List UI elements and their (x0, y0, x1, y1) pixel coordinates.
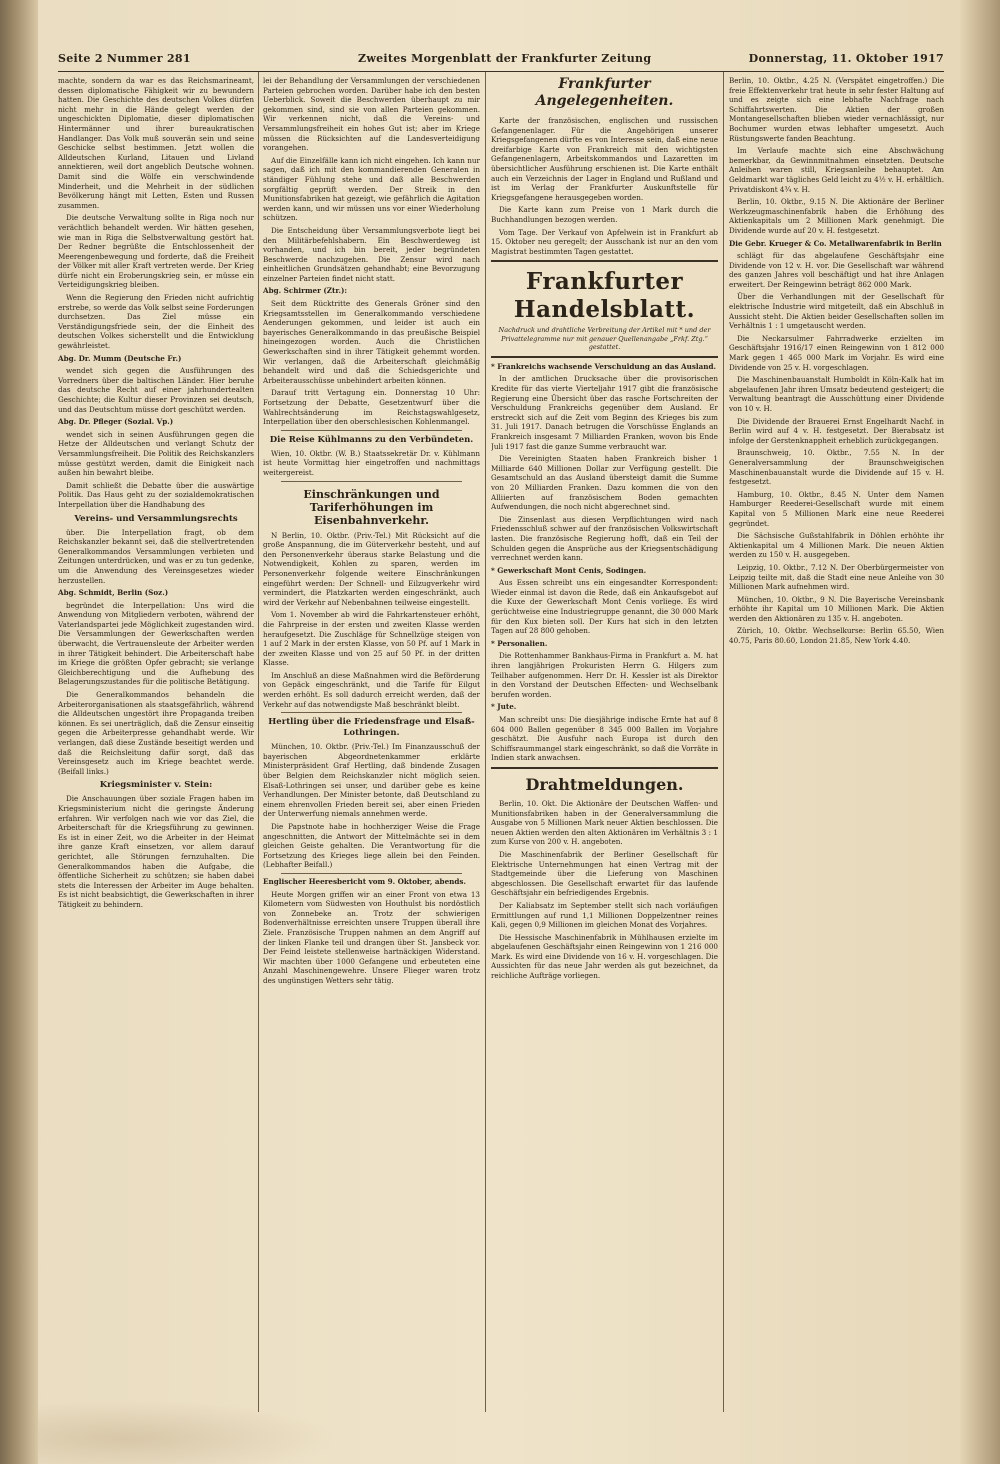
article-paragraph: begründet die Interpellation: Uns wird die Anwendung von Mitgliedern verboten, während der Vaterlandspartei jede Möglichkeit zugestanden wird. Die Versammlungen der Gewerkschaften werden überwacht, die Vertrauensleute der Arbeiter werden in ihrer Tätigkeit behindert. Die Arbeiterschaft habe im Kriege die größten Opfer gebracht; sie verlange Gleichberechtigung und die Aufhebung des Belagerungszustandes für die politische Betätigung. (58, 600, 254, 687)
article-paragraph: In der amtlichen Drucksache über die provisorischen Kredite für das vierte Vierteljahr 1917 gibt die französische Regierung eine Übersicht über das rasche Fortschreiten der Verschuldung Frankreichs gegenüber dem Ausland. Er erstreckt sich auf die Zeit vom Beginn des Krieges bis zum 31. Juli 1917. Danach betrugen die Vorschüsse Englands an Frankreich insgesamt 7 Milliarden Franken, wovon bis Ende Juli 1917 fast die ganze Summe verbraucht war. (491, 374, 718, 451)
page-header (58, 52, 944, 68)
article-paragraph: Die Vereinigten Staaten haben Frankreich bisher 1 Milliarde 640 Millionen Dollar zur Verfügung gestellt. Die Gesamtschuld an das Ausland übersteigt damit die Summe von 20 Milliarden Franken. Dazu kommen die von den Alliierten auf französischem Boden gemachten Aufwendungen, die noch nicht abgerechnet sind. (491, 454, 718, 512)
article-headline: Einschränkungen und Tariferhöhungen im Eisenbahnverkehr. (303, 487, 440, 527)
section-rule (491, 260, 718, 262)
article-paragraph: Wien, 10. Oktbr. (W. B.) Staatssekretär Dr. v. Kühlmann ist heute Vormittag hier eingetroffen und nachmittags weitergereist. (263, 448, 480, 477)
article-paragraph: Vom 1. November ab wird die Fahrkartensteuer erhöht, die Fahrpreise in der ersten und zweiten Klasse werden heraufgesetzt. Die Zuschläge für Schnellzüge steigen von 1 auf 2 Mark in der ersten Klasse, von 50 Pf. auf 1 Mark in der zweiten Klasse und von 25 auf 50 Pf. in der dritten Klasse. (263, 610, 480, 668)
article-paragraph: Über die Verhandlungen mit der Gesellschaft für elektrische Industrie wird mitgeteilt, daß ein Abschluß in Aussicht steht. Die Aktien beider Gesellschaften sollen im Verhältnis 1 : 1 umgetauscht werden. (729, 292, 944, 331)
article-paragraph: Hamburg, 10. Oktbr., 8.45 N. Unter dem Namen Hamburger Reederei-Gesellschaft wurde mit einem Kapital von 5 Millionen Mark eine neue Reederei gegründet. (729, 489, 944, 528)
issue-date: Donnerstag, 11. Oktober 1917 (748, 52, 944, 65)
article-paragraph: Man schreibt uns: Die diesjährige indische Ernte hat auf 8 604 000 Ballen gegenüber 8 345 000 Ballen im Vorjahre geschätzt. Die Ausfuhr nach Europa ist durch den Schiffsraummangel stark eingeschränkt, so daß die Vorräte in Indien stark anwachsen. (491, 715, 718, 763)
article-paragraph: schlägt für das abgelaufene Geschäftsjahr eine Dividende von 12 v. H. vor. Die Gesellschaft war während des ganzen Jahres voll beschäftigt und hat ihre Anlagen erweitert. Der Reingewinn beträgt 862 000 Mark. (729, 251, 944, 289)
column-4 (729, 76, 944, 1406)
column-1 (58, 76, 254, 1406)
article-headline: * Jute. (491, 702, 517, 712)
reprint-notice: Nachdruck und drahtliche Verbreitung der Artikel mit * und der Privattelegramme nur mit genauer Quellenangabe „Frkf. Ztg.“ gestattet. (498, 326, 711, 352)
article-headline: * Gewerkschaft Mont Cenis, Sodingen. (491, 565, 647, 575)
section-title: Drahtmeldungen. (525, 774, 684, 794)
section-heading: Kriegsminister v. Stein: (99, 780, 213, 791)
article-headline: Die Gebr. Krueger & Co. Metallwarenfabrik in Berlin (729, 238, 942, 248)
column-2 (263, 76, 480, 1406)
article-separator (281, 873, 462, 874)
article-paragraph: München, 10. Oktbr., 9 N. Die Bayerische Vereinsbank erhöhte ihr Kapital um 10 Millionen Mark. Die Aktien werden den Aktionären zu 135 v. H. angeboten. (729, 594, 944, 623)
article-paragraph: Wenn die Regierung den Frieden nicht aufrichtig erstrebe, so werde das Volk selbst seine Forderungen durchsetzen. Das Ziel müsse ein Verständigungsfriede sein, der die Einheit des deutschen Volkes sicherstellt und die Entwicklung gewährleistet. (58, 293, 254, 351)
article-paragraph: wendet sich gegen die Ausführungen des Vorredners über die baltischen Länder. Hier beruhe das deutsche Recht auf einer jahrhundertealten Geschichte; die Kultur dieser Provinzen sei deutsch, und das Deutschtum müsse dort geschützt werden. (58, 366, 254, 414)
article-paragraph: Darauf tritt Vertagung ein. Donnerstag 10 Uhr: Fortsetzung der Debatte, Gesetzentwurf über die Wahlrechtsänderung im Reichstagswahlgesetz, Interpellation über den oberschlesischen Kohlenmangel. (263, 388, 480, 427)
article-paragraph: Die Karte kann zum Preise von 1 Mark durch die Buchhandlungen bezogen werden. (491, 205, 718, 224)
paper-stain (38, 1400, 338, 1464)
speaker-heading: Abg. Schmidt, Berlin (Soz.) (58, 588, 169, 598)
article-paragraph: Die Rottenhammer Bankhaus-Firma in Frankfurt a. M. hat ihren langjährigen Prokuristen Herrn G. Hilgers zum Teilhaber aufgenommen. Herr Dr. H. Kessler ist als Direktor in den Vorstand der Deutschen Effecten- und Wechselbank berufen worden. (491, 651, 718, 699)
masthead-title: Zweites Morgenblatt der Frankfurter Zeitung (358, 52, 652, 65)
section-rule (491, 356, 718, 358)
article-paragraph: Die Anschauungen über soziale Fragen haben im Kriegsministerium nicht die geringste Änderung erfahren. Wir verfolgen nach wie vor das Ziel, die Arbeiterschaft für die Kriegsführung zu gewinnen. Es ist in einer Zeit, wo die Arbeiter in der Heimat ihre ganze Kraft einsetzen, vor allem darauf gerichtet, alle Störungen fernzuhalten. Die Generalkommandos haben die Aufgabe, die öffentliche Sicherheit zu schützen; sie haben dabei stets die Interessen der Arbeiter im Auge behalten. Es ist nicht beabsichtigt, die Gewerkschaften in ihrer Tätigkeit zu behindern. (58, 794, 254, 909)
article-paragraph: Leipzig, 10. Oktbr., 7.12 N. Der Oberbürgermeister von Leipzig teilte mit, daß die Stadt eine neue Anleihe von 30 Millionen Mark aufnehmen wird. (729, 562, 944, 592)
article-paragraph: Die Generalkommandos behandeln die Arbeiterorganisationen als staatsgefährlich, während die Alldeutschen ungestört ihre Propaganda treiben können. Es sei unerträglich, daß die Zensur einseitig gegen die Arbeiterpresse gehandhabt werde. Wir verlangen, daß diese Zustände beseitigt werden und daß die Reichsleitung dafür sorgt, daß das Vereinsgesetz auch im Kriege beachtet werde. (Beifall links.) (58, 690, 254, 776)
article-paragraph: Im Verlaufe machte sich eine Abschwächung bemerkbar, da Gewinnmitnahmen einsetzten. Deutsche Anleihen waren still, Kriegsanleihe behauptet. Am Geldmarkt war tägliches Geld leicht zu 4½ v. H. erhältlich. Privatdiskont 4¾ v. H. (729, 146, 944, 194)
article-paragraph: über. Die Interpellation fragt, ob dem Reichskanzler bekannt sei, daß die stellvertretenden Generalkommandos Versammlungen verbieten und Zeitungen unterdrücken, und was er zu tun gedenke, um die Anwendung des Vereinsgesetzes wieder herzustellen. (58, 527, 254, 585)
article-paragraph: Die Maschinenfabrik der Berliner Gesellschaft für Elektrische Unternehmungen hat einen Vertrag mit der Stadtgemeinde über die Lieferung von Maschinen abgeschlossen. Die Gesellschaft erwartet für das laufende Geschäftsjahr ein befriedigendes Ergebnis. (491, 849, 718, 898)
article-paragraph: Die Hessische Maschinenfabrik in Mühlhausen erzielte im abgelaufenen Geschäftsjahr einen Reingewinn von 1 216 000 Mark. Es wird eine Dividende von 16 v. H. vorgeschlagen. Die Aussichten für das neue Jahr werden als gut bezeichnet, da reichliche Aufträge vorliegen. (491, 932, 718, 981)
article-paragraph: Zürich, 10. Oktbr. Wechselkurse: Berlin 65.50, Wien 40.75, Paris 80.60, London 21.85, New York 4.40. (729, 626, 944, 646)
article-separator (281, 481, 462, 482)
section-title: Frankfurter Angelegenheiten. (535, 76, 674, 109)
article-paragraph: Der Kaliabsatz im September stellt sich nach vorläufigen Ermittlungen auf rund 1,1 Millionen Doppelzentner reines Kali, gegen 0,9 Millionen im gleichen Monat des Vorjahres. (491, 900, 718, 930)
article-paragraph: Karte der französischen, englischen und russischen Gefangenenlager. Für die Angehörigen unserer Kriegsgefangenen dürfte es von Interesse sein, daß eine neue dreifarbige Karte von Frankreich mit den wichtigsten Gefangenenlagern, Arbeitskommandos und Lazaretten im übersichtlicher Ausführung erschienen ist. Die Karte enthält auch ein Verzeichnis der Lager in England und Rußland und ist im Verlag der Frankfurter Auskunftstelle für Kriegsgefangene herausgegeben worden. (491, 116, 718, 202)
article-paragraph: München, 10. Oktbr. (Priv.-Tel.) Im Finanzausschuß der bayerischen Abgeordnetenkammer erklärte Ministerpräsident Graf Hertling, daß bindende Zusagen über Belgien dem Reichskanzler nicht möglich seien. Elsaß-Lothringen sei unser, und darüber gebe es keine Verhandlungen. Der Minister betonte, daß Deutschland zu einem ehrenvollen Frieden bereit sei, aber einen Frieden der Unterwerfung niemals annehmen werde. (263, 742, 480, 819)
article-separator (281, 712, 462, 713)
article-paragraph: Die Dividende der Brauerei Ernst Engelhardt Nachf. in Berlin wird auf 4 v. H. festgesetzt. Der Bierabsatz ist infolge der Gerstenknappheit erheblich zurückgegangen. (729, 416, 944, 445)
header-rule (58, 71, 944, 72)
article-headline: Hertling über die Friedensfrage und Elsaß-Lothringen. (268, 717, 475, 739)
article-paragraph: Die Zinsenlast aus diesen Verpflichtungen wird nach Friedensschluß schwer auf der französischen Volkswirtschaft lasten. Die französische Regierung hofft, daß ein Teil der Schulden gegen die Ansprüche aus der Kriegsentschädigung verrechnet werden kann. (491, 514, 718, 563)
article-paragraph: Die Neckarsulmer Fahrradwerke erzielten im Geschäftsjahr 1916/17 einen Reingewinn von 1 812 000 Mark gegen 1 465 000 Mark im Vorjahr. Es wird eine Dividende von 25 v. H. vorgeschlagen. (729, 333, 944, 372)
report-heading: Englischer Heeresbericht vom 9. Oktober, abends. (263, 876, 466, 886)
page-number: Seite 2 Nummer 281 (58, 52, 191, 65)
article-paragraph: Berlin, 10. Okt. Die Aktionäre der Deutschen Waffen- und Munitionsfabriken haben in der Generalversammlung die Ausgabe von 5 Millionen Mark neuer Aktien beschlossen. Die neuen Aktien werden den alten Aktionären im Verhältnis 3 : 1 zum Kurse von 200 v. H. angeboten. (491, 798, 718, 847)
article-paragraph: Seit dem Rücktritte des Generals Gröner sind den Kriegsamtsstellen im Generalkommando verschiedene Aenderungen gekommen, und leider ist auch ein bayerisches Generalkommando in das preußische Beispiel hineingezogen worden. Auch die Christlichen Gewerkschaften sind in ihrer Tätigkeit gehemmt worden. Wir verlangen, daß die Arbeiterschaft gleichmäßig behandelt wird und daß die Schiedsgerichte und Arbeiterausschüsse unbehindert arbeiten können. (263, 299, 480, 385)
article-paragraph: machte, sondern da war es das Reichsmarineamt, dessen diplomatische Fähigkeit wir zu bewundern hatten. Die Geschichte des deutschen Volkes dürfen nicht mehr in die Hände gelegt werden der ungeschickten Diplomatie, dieser diplomatischen Hintermänner und ihrer bureaukratischen Handlanger. Das Volk muß souverän sein und seine Geschicke selbst bestimmen. Jetzt wollen die Alldeutschen Kurland, Litauen und Livland annektieren, weil dort angeblich Deutsche wohnen. Damit sind die Wölfe ein verschwindende Minderheit, und die Mehrheit in der südlichen Bevölkerung hängt mit Letten, Esten und Russen zusammen. (58, 76, 254, 210)
article-paragraph: Berlin, 10. Oktbr., 4.25 N. (Verspätet eingetroffen.) Die freie Effektenverkehr trat heute in sehr fester Haltung auf und es zeigte sich eine lebhafte Nachfrage nach Schiffahrtswerten. Die Aktien der großen Montangesellschaften blieben wieder vernachlässigt, nur Bochumer wurden etwas lebhafter umgesetzt. Auch Rüstungswerte fanden Beachtung. (729, 76, 944, 143)
article-paragraph: Damit schließt die Debatte über die auswärtige Politik. Das Haus geht zu der sozialdemokratischen Interpellation über die Handhabung des (58, 480, 254, 509)
speaker-heading: Abg. Dr. Pfleger (Sozial. Vp.) (58, 417, 174, 427)
article-paragraph: Vom Tage. Der Verkauf von Apfelwein ist in Frankfurt ab 15. Oktober neu geregelt; der Ausschank ist nur an den vom Magistrat bestimmten Tagen gestattet. (491, 227, 718, 256)
speaker-heading: Abg. Schirmer (Ztr.): (263, 286, 348, 296)
speaker-heading: Abg. Dr. Mumm (Deutsche Fr.) (58, 353, 182, 363)
section-title: Frankfurter Handelsblatt. (513, 268, 696, 324)
article-headline: * Frankreichs wachsende Verschuldung an das Ausland. (491, 361, 717, 371)
section-rule (491, 767, 718, 769)
page-edge (960, 0, 1000, 1464)
article-paragraph: Aus Essen schreibt uns ein eingesandter Korrespondent: Wieder einmal ist davon die Rede, daß ein Ankaufsgebot auf die Kuxe der Gewerkschaft Mont Cenis vorliege. Es wird gerüchtweise eine Industriegruppe genannt, die 30 000 Mark für den Kux bieten soll. Der Kurs hat sich in den letzten Tagen auf 28 800 gehoben. (491, 578, 718, 636)
article-paragraph: Die Maschinenbauanstalt Humboldt in Köln-Kalk hat im abgelaufenen Jahr ihren Umsatz bedeutend gesteigert; die Verwaltung beantragt die Ausschüttung einer Dividende von 10 v. H. (729, 375, 944, 413)
article-separator (281, 430, 462, 431)
article-paragraph: Berlin, 10. Oktbr., 9.15 N. Die Aktionäre der Berliner Werkzeugmaschinenfabrik haben die Erhöhung des Aktienkapitals um 2 Millionen Mark genehmigt. Die Dividende wurde auf 20 v. H. festgesetzt. (729, 197, 944, 235)
article-paragraph: Im Anschluß an diese Maßnahmen wird die Beförderung von Gepäck eingeschränkt, und die Tarife für Eilgut werden erhöht. Es soll dadurch erreicht werden, daß der Verkehr auf das notwendigste Maß beschränkt bleibt. (263, 670, 480, 709)
book-binding (0, 0, 38, 1464)
column-divider (485, 72, 486, 1412)
article-paragraph: Heute Morgen griffen wir an einer Front von etwa 13 Kilometern vom Südwesten von Houthulst bis nordöstlich von Zonnebeke an. Trotz der schwierigen Bodenverhältnisse erreichten unsere Truppen überall ihre Ziele. Französische Truppen nahmen an dem Angriff auf der linken Flanke teil und drangen über St. Jansbeck vor. Der Feind leistete stellenweise hartnäckigen Widerstand. Wir machten über 1000 Gefangene und erbeuteten eine Anzahl Maschinengewehre. Unsere Flieger waren trotz des ungünstigen Wetters sehr tätig. (263, 889, 480, 985)
article-paragraph: Die Entscheidung über Versammlungsverbote liegt bei den Militärbefehlshabern. Ein Beschwerdeweg ist vorhanden, und ich bin bereit, jeder begründeten Beschwerde nachzugehen. Die Zensur wird nach einheitlichen Grundsätzen gehandhabt; eine Bevorzugung einzelner Parteien findet nicht statt. (263, 225, 480, 283)
article-paragraph: Die deutsche Verwaltung sollte in Riga noch nur verächtlich behandelt werden. Wir hätten gesehen, wie man in Riga die Selbstverwaltung gestört hat. Der Redner begrüßte die Entschlossenheit der Meerengenbewegung und forderte, daß die Freiheit der Völker mit aller Kraft vertreten werde. Der Krieg dürfe nicht ein Eroberungskrieg sein, er müsse ein Verteidigungskrieg bleiben. (58, 213, 254, 290)
section-heading: Vereins- und Versammlungsrechts (74, 513, 238, 524)
article-headline: Die Reise Kühlmanns zu den Verbündeten. (269, 434, 474, 445)
article-paragraph: lei der Behandlung der Versammlungen der verschiedenen Parteien gebrochen worden. Darüber habe ich den besten Ueberblick. Soweit die Beschwerden überhaupt zu mir gekommen sind, sind sie von allen Parteien gekommen. Wir verkennen nicht, daß die Vereins- und Versammlungsfreiheit ein hohes Gut ist; aber im Kriege müssen die Rücksichten auf die Landesverteidigung vorangehen. (263, 76, 480, 153)
article-paragraph: Die Papstnote habe in hochherziger Weise die Frage angeschnitten, die Antwort der Mittelmächte sei in dem gleichen Geiste gehalten. Die Verantwortung für die Fortsetzung des Krieges liege allein bei den Feinden. (Lebhafter Beifall.) (263, 822, 480, 870)
article-paragraph: wendet sich in seinen Ausführungen gegen die Hetze der Alldeutschen und verlangt Schutz der Versammlungsfreiheit. Die Politik des Reichskanzlers müsse gestützt werden, damit die Einigkeit nach außen hin bewahrt bleibe. (58, 429, 254, 478)
column-divider (723, 72, 724, 1412)
article-paragraph: Auf die Einzelfälle kann ich nicht eingehen. Ich kann nur sagen, daß ich mit den kommandierenden Generalen in ständiger Fühlung stehe und daß alle Beschwerden sorgfältig geprüft werden. Der Streik in den Munitionsfabriken hat gezeigt, wie gefährlich die Agitation werden kann, und wir müssen uns vor einer Wiederholung schützen. (263, 155, 480, 223)
article-paragraph: Braunschweig, 10. Oktbr., 7.55 N. In der Generalversammlung der Braunschweigischen Maschinenbauanstalt wurde die Dividende auf 15 v. H. festgesetzt. (729, 448, 944, 487)
column-3 (491, 76, 718, 1406)
article-headline: * Personalien. (491, 638, 548, 648)
column-divider (258, 72, 259, 1412)
article-paragraph: Die Sächsische Gußstahlfabrik in Döhlen erhöhte ihr Aktienkapital um 4 Millionen Mark. Die neuen Aktien werden zu 150 v. H. ausgegeben. (729, 531, 944, 560)
article-paragraph: N Berlin, 10. Oktbr. (Priv.-Tel.) Mit Rücksicht auf die große Anspannung, die im Güterverkehr besteht, und auf den Personenverkehr überaus starke Belastung und die Notwendigkeit, Kohlen zu sparen, werden im Personenverkehr folgende weitere Einschränkungen eingeführt werden: Der Schnell- und Eilzugverkehr wird vermindert, die Platzkarten werden eingeschränkt, auch wird der Verkehr auf Nebenbahnen teilweise eingestellt. (263, 530, 480, 607)
